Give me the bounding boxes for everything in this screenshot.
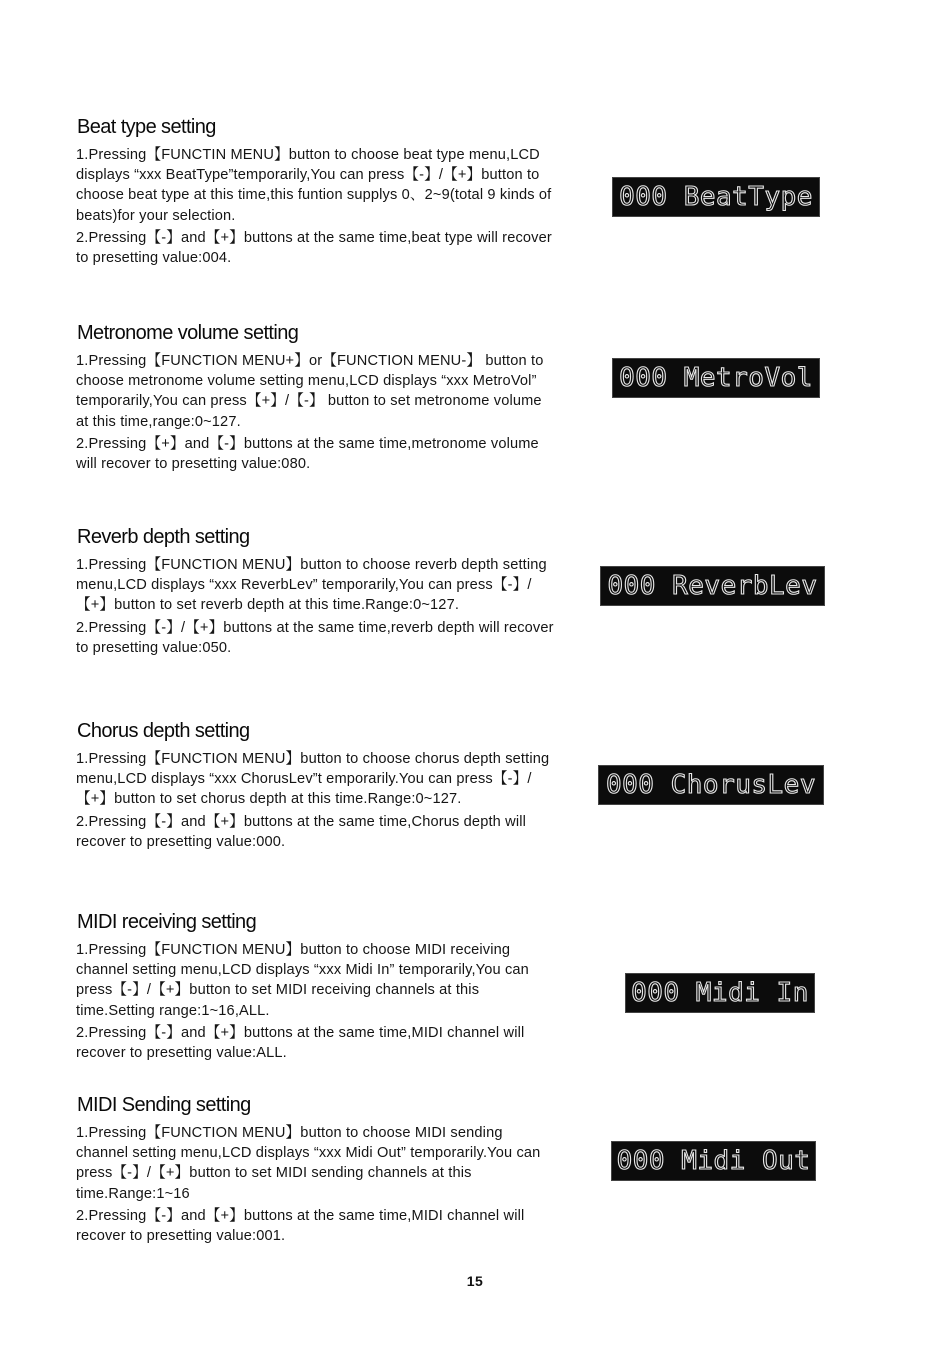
paragraph: 2.Pressing【-】and【+】buttons at the same time,beat type will recover to presetting value:004. <box>76 229 552 267</box>
section-title: MIDI receiving setting <box>77 911 257 933</box>
paragraph: 2.Pressing【+】and【-】buttons at the same time,metronome volume will recover to presetting value:080. <box>76 435 539 473</box>
lcd-text: 000 ReverbLev <box>607 571 818 601</box>
section-title: Reverb depth setting <box>77 526 250 548</box>
section-reverb-depth <box>76 525 556 658</box>
page-number: 15 <box>466 1273 484 1289</box>
section-metronome-volume <box>76 321 556 474</box>
section-title: Metronome volume setting <box>77 322 299 344</box>
lcd-display-chorus-depth <box>598 765 824 805</box>
paragraph: 1.Pressing【FUNCTION MENU】button to choose MIDI receiving channel setting menu,LCD displays “xxx Midi In” temporarily,You can press【-】/【+】button to set MIDI receiving channels at this time.Setting range:1~16,ALL. <box>76 942 529 1019</box>
lcd-display-midi-sending <box>611 1141 816 1181</box>
paragraph: 2.Pressing【-】and【+】buttons at the same time,MIDI channel will recover to presetting value:001. <box>76 1207 525 1245</box>
section-title: Beat type setting <box>77 116 216 138</box>
section-midi-sending <box>76 1093 556 1246</box>
paragraph: 2.Pressing【-】/【+】buttons at the same time,reverb depth will recover to presetting value:050. <box>76 619 554 656</box>
lcd-display-metronome-volume <box>612 358 820 398</box>
section-midi-receiving <box>76 910 556 1063</box>
lcd-text: 000 BeatType <box>619 182 813 212</box>
lcd-display-beat-type <box>612 177 820 217</box>
lcd-text: 000 Midi Out <box>616 1146 811 1176</box>
section-title: Chorus depth setting <box>77 720 250 742</box>
paragraph: 2.Pressing【-】and【+】buttons at the same time,MIDI channel will recover to presetting value:ALL. <box>76 1024 525 1062</box>
lcd-display-reverb-depth <box>600 566 825 606</box>
paragraph: 1.Pressing【FUNCTION MENU】button to choose chorus depth setting menu,LCD displays “xxx ChorusLev”t emporarily.You can press【-】/【+】button to set chorus depth at this time.Range:0~127. <box>76 751 550 808</box>
lcd-display-midi-receiving <box>625 973 815 1013</box>
paragraph: 1.Pressing【FUNCTIN MENU】button to choose beat type menu,LCD displays “xxx BeatType”temporarily,You can press【-】/【+】button to choose beat type at this time,this funtion supplys 0、2~9(total 9 kinds of beats)for your selection. <box>76 147 552 224</box>
paragraph: 2.Pressing【-】and【+】buttons at the same time,Chorus depth will recover to presetting value:000. <box>76 813 527 850</box>
paragraph: 1.Pressing【FUNCTION MENU】button to choose reverb depth setting menu,LCD displays “xxx ReverbLev” temporarily,You can press【-】/【+】button to set reverb depth at this time.Range:0~127. <box>76 557 547 614</box>
lcd-text: 000 MetroVol <box>619 363 813 393</box>
paragraph: 1.Pressing【FUNCTION MENU+】or【FUNCTION MENU-】 button to choose metronome volume setting menu,LCD displays “xxx MetroVol” temporarily,You can press【+】/【-】 button to set metronome volume at this time,range:0~127. <box>76 353 544 430</box>
lcd-text: 000 Midi In <box>631 978 809 1008</box>
section-chorus-depth <box>76 719 556 852</box>
lcd-text: 000 ChorusLev <box>606 770 816 800</box>
section-beat-type <box>76 115 556 268</box>
paragraph: 1.Pressing【FUNCTION MENU】button to choose MIDI sending channel setting menu,LCD displays “xxx Midi Out” temporarily.You can press【-】/【+】button to set MIDI sending channels at this time.Range:1~16 <box>76 1125 541 1202</box>
section-title: MIDI Sending setting <box>77 1094 251 1116</box>
